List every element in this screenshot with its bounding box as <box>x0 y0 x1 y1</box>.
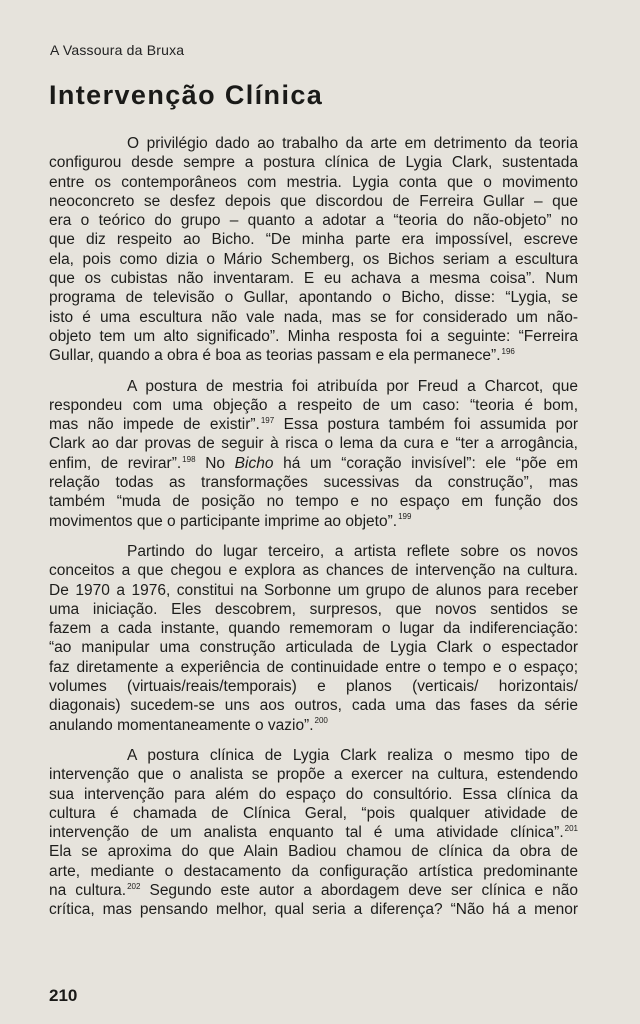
text-run: na cultura. <box>49 881 127 899</box>
text-run: entre os contemporâneos com mestria. Lygia conta que o movimento <box>49 173 578 191</box>
text-run: uma iniciação. Eles descobrem, surpresos, que novos sentidos se <box>49 600 578 618</box>
text-run: Ela se aproxima do que Alain Badiou chamou de clínica da obra de <box>49 843 578 861</box>
text-line <box>49 542 578 561</box>
text-line <box>49 862 578 881</box>
text-run: arte, mediante o destacamento da configuração artística predominante <box>49 862 578 880</box>
text-line <box>49 153 578 172</box>
text-line <box>49 473 578 492</box>
text-run: neoconcreto se desfez depois que discordou de Ferreira Gullar – que <box>49 192 578 210</box>
text-line <box>49 619 578 638</box>
text-line <box>49 377 578 396</box>
text-line <box>49 230 578 249</box>
text-line <box>49 581 578 600</box>
text-line <box>49 250 578 269</box>
text-run: No <box>195 454 235 472</box>
text-run: cultura é chamada de Clínica Geral, “pois qualquer atividade de <box>49 804 578 822</box>
text-run: objeto tem um alto significado”. Minha resposta foi a seguinte: “Ferreira <box>49 327 578 345</box>
text-run: intervenção de um analista enquanto tal é uma atividade clínica”. <box>49 824 564 842</box>
text-line <box>49 434 578 453</box>
text-line <box>49 173 578 192</box>
text-line <box>49 658 578 677</box>
text-line <box>49 492 578 511</box>
text-run: sua intervenção para além do espaço do consultório. Essa clínica da <box>49 785 578 803</box>
text-run: programa de televisão o Gullar, apontando o Bicho, disse: “Lygia, se <box>49 289 578 307</box>
text-run: De 1970 a 1976, constitui na Sorbonne um grupo de alunos para receber <box>49 581 578 599</box>
text-line <box>49 638 578 657</box>
paragraph <box>49 542 578 735</box>
text-line <box>49 512 578 531</box>
text-line <box>49 785 578 804</box>
text-run: enfim, de revirar”. <box>49 454 182 472</box>
italic-term: Bicho <box>234 454 274 472</box>
text-run: diagonais) sucedem-se uns aos outros, cada uma das fases da série <box>49 697 578 715</box>
text-run: Clark ao dar provas de seguir à risca o lema da cura e “ter a arrogância, <box>49 435 578 453</box>
chapter-title: Intervenção Clínica <box>49 80 324 110</box>
text-line <box>49 396 578 415</box>
text-line <box>49 842 578 861</box>
footnote-ref: 198 <box>182 454 196 464</box>
text-line <box>49 677 578 696</box>
text-run: Essa postura também foi assumida por <box>274 416 578 434</box>
running-head: A Vassoura da Bruxa <box>50 42 185 58</box>
footnote-ref: 196 <box>501 347 515 357</box>
footnote-ref: 200 <box>314 716 328 726</box>
text-line <box>49 746 578 765</box>
text-run: fazem a cada instante, quando rememoram o lugar da indiferenciação: <box>49 620 578 638</box>
paragraph <box>49 746 578 920</box>
text-run: isto é uma escultura não vale nada, mas se for considerado um não- <box>49 308 578 326</box>
paragraph <box>49 134 578 366</box>
paragraph <box>49 377 578 531</box>
text-line <box>49 561 578 580</box>
text-run: Gullar, quando a obra é boa as teorias passam e ela permanece”. <box>49 347 501 365</box>
text-run: volumes (virtuais/reais/temporais) e planos (verticais/ horizontais/ <box>49 678 578 696</box>
text-line <box>49 288 578 307</box>
body-text <box>49 134 578 931</box>
text-line <box>49 454 578 473</box>
text-run: mas não impede de existir”. <box>49 416 260 434</box>
page-number: 210 <box>49 986 78 1005</box>
footnote-ref: 202 <box>127 881 141 891</box>
text-line <box>49 804 578 823</box>
text-run: ela, pois como dizia o Mário Schemberg, os Bichos seriam a escultura <box>49 250 578 268</box>
text-line <box>49 415 578 434</box>
text-run: intervenção que o analista se propõe a exercer na cultura, estendendo <box>49 766 578 784</box>
text-run: Segundo este autor a abordagem deve ser clínica e não <box>140 881 578 899</box>
text-line <box>49 881 578 900</box>
text-run: era o teórico do grupo – quanto a adotar a “teoria do não-objeto” no <box>49 212 578 230</box>
text-line <box>49 765 578 784</box>
text-run: movimentos que o participante imprime ao objeto”. <box>49 512 398 530</box>
text-run: há um “coração invisível”: ele “põe em <box>273 454 578 472</box>
text-run: Partindo do lugar terceiro, a artista reflete sobre os novos <box>127 542 578 560</box>
text-run: também “muda de posição no tempo e no espaço em função dos <box>49 493 578 511</box>
text-line <box>49 211 578 230</box>
text-line <box>49 346 578 365</box>
text-run: faz diretamente a experiência de continuidade entre o tempo e o espaço; <box>49 658 578 676</box>
text-line <box>49 134 578 153</box>
text-run: que diz respeito ao Bicho. “De minha parte era impossível, escreve <box>49 231 578 249</box>
text-line <box>49 900 578 919</box>
text-line <box>49 716 578 735</box>
text-run: A postura de mestria foi atribuída por Freud a Charcot, que <box>127 377 578 395</box>
text-run: anulando momentaneamente o vazio”. <box>49 716 314 734</box>
text-run: A postura clínica de Lygia Clark realiza o mesmo tipo de <box>127 746 578 764</box>
text-line <box>49 696 578 715</box>
text-run: relação todas as transformações sucessivas da construção”, mas <box>49 474 578 492</box>
text-run: crítica, mas pensando melhor, qual seria a diferença? “Não há a menor <box>49 901 578 919</box>
text-line <box>49 308 578 327</box>
text-run: O privilégio dado ao trabalho da arte em detrimento da teoria <box>127 135 578 152</box>
text-line <box>49 327 578 346</box>
text-line <box>49 192 578 211</box>
text-run: que os cubistas não inventaram. E eu achava a mesma coisa”. Num <box>49 270 578 288</box>
footnote-ref: 197 <box>260 416 275 425</box>
footnote-ref: 201 <box>564 823 578 833</box>
text-run: “ao manipular uma construção articulada de Lygia Clark o espectador <box>49 639 578 657</box>
text-line <box>49 269 578 288</box>
text-line <box>49 600 578 619</box>
footnote-ref: 199 <box>398 512 412 522</box>
text-run: configurou desde sempre a postura clínica de Lygia Clark, sustentada <box>49 154 578 172</box>
text-line <box>49 823 578 842</box>
text-run: respondeu com uma objeção a respeito de um caso: “teoria é bom, <box>49 396 578 414</box>
text-run: conceitos a que chegou e explora as chances de intervenção na cultura. <box>49 562 578 580</box>
